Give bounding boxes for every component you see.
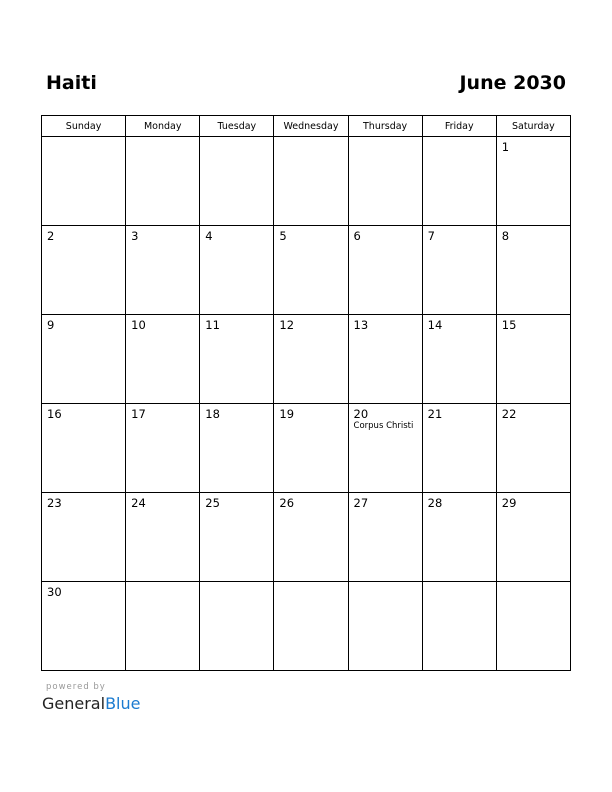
day-cell (348, 137, 422, 226)
day-cell (200, 226, 274, 315)
day-cell (42, 404, 126, 493)
generalblue-logo (42, 694, 140, 713)
day-number (349, 582, 422, 585)
day-cell (274, 404, 348, 493)
day-number: 12 (279, 318, 295, 332)
week-row (42, 493, 571, 582)
day-number (349, 137, 422, 140)
day-cell (496, 582, 570, 671)
day-cell (126, 404, 200, 493)
country-title: Haiti (46, 72, 97, 94)
day-number (42, 137, 125, 140)
day-cell (422, 315, 496, 404)
weekday-tuesday: Tuesday (200, 116, 274, 137)
calendar-grid (41, 115, 571, 671)
day-cell (200, 137, 274, 226)
day-number: 14 (427, 318, 443, 332)
brand-blue-text: Blue (105, 694, 141, 713)
week-row (42, 404, 571, 493)
day-number: 11 (205, 318, 220, 332)
day-cell (274, 315, 348, 404)
day-number: 26 (279, 496, 295, 510)
day-number: 19 (279, 407, 295, 421)
day-number: 27 (353, 496, 369, 510)
day-cell (496, 404, 570, 493)
day-cell (274, 582, 348, 671)
weekday-wednesday: Wednesday (274, 116, 348, 137)
day-number: 4 (205, 229, 213, 243)
day-cell (42, 493, 126, 582)
day-number: 23 (47, 496, 62, 510)
week-row (42, 137, 571, 226)
day-number (274, 582, 347, 585)
day-cell (42, 226, 126, 315)
day-cell (496, 137, 570, 226)
day-cell (422, 404, 496, 493)
day-cell (348, 582, 422, 671)
day-number: 18 (205, 407, 220, 421)
day-number: 20 (353, 407, 369, 421)
day-number: 7 (427, 229, 435, 243)
day-number: 16 (47, 407, 62, 421)
day-number (497, 582, 570, 585)
brand-general-text: General (42, 694, 106, 713)
day-number (423, 582, 496, 585)
day-number: 29 (501, 496, 517, 510)
day-cell (422, 137, 496, 226)
day-cell (126, 582, 200, 671)
weekday-header-row (42, 116, 571, 137)
day-number: 2 (47, 229, 55, 243)
day-cell (42, 137, 126, 226)
weekday-thursday: Thursday (348, 116, 422, 137)
day-cell (422, 493, 496, 582)
week-row (42, 226, 571, 315)
day-number: 15 (501, 318, 517, 332)
holiday-label: Corpus Christi (353, 421, 414, 431)
day-cell (126, 137, 200, 226)
week-row (42, 582, 571, 671)
day-number: 30 (47, 585, 62, 599)
day-number: 17 (131, 407, 146, 421)
day-cell (274, 226, 348, 315)
day-number (200, 137, 273, 140)
day-cell (126, 315, 200, 404)
day-number: 5 (279, 229, 287, 243)
powered-by-label: powered by (46, 682, 106, 692)
day-number: 9 (47, 318, 55, 332)
day-number: 21 (427, 407, 443, 421)
month-year-title: June 2030 (459, 72, 566, 94)
day-number: 22 (501, 407, 517, 421)
weekday-saturday: Saturday (496, 116, 570, 137)
day-cell (348, 315, 422, 404)
day-number (126, 137, 199, 140)
day-number: 3 (131, 229, 139, 243)
day-cell (422, 226, 496, 315)
day-number (274, 137, 347, 140)
day-cell (200, 582, 274, 671)
day-cell (274, 493, 348, 582)
day-cell (200, 493, 274, 582)
day-cell (126, 493, 200, 582)
day-number (126, 582, 199, 585)
weekday-friday: Friday (422, 116, 496, 137)
day-cell (126, 226, 200, 315)
day-number: 1 (501, 140, 510, 154)
day-cell (348, 404, 422, 493)
day-number (423, 137, 496, 140)
weekday-monday: Monday (126, 116, 200, 137)
day-number: 6 (353, 229, 361, 243)
day-number: 8 (501, 229, 510, 243)
day-cell (348, 493, 422, 582)
day-number: 24 (131, 496, 146, 510)
day-cell (200, 315, 274, 404)
weekday-sunday: Sunday (42, 116, 126, 137)
day-number: 28 (427, 496, 443, 510)
day-cell (496, 493, 570, 582)
day-number: 13 (353, 318, 369, 332)
day-number: 25 (205, 496, 220, 510)
day-cell (200, 404, 274, 493)
day-cell (348, 226, 422, 315)
day-number (200, 582, 273, 585)
day-cell (274, 137, 348, 226)
day-cell (496, 315, 570, 404)
day-cell (422, 582, 496, 671)
day-number: 10 (131, 318, 146, 332)
day-cell (42, 582, 126, 671)
week-row (42, 315, 571, 404)
day-cell (42, 315, 126, 404)
day-cell (496, 226, 570, 315)
